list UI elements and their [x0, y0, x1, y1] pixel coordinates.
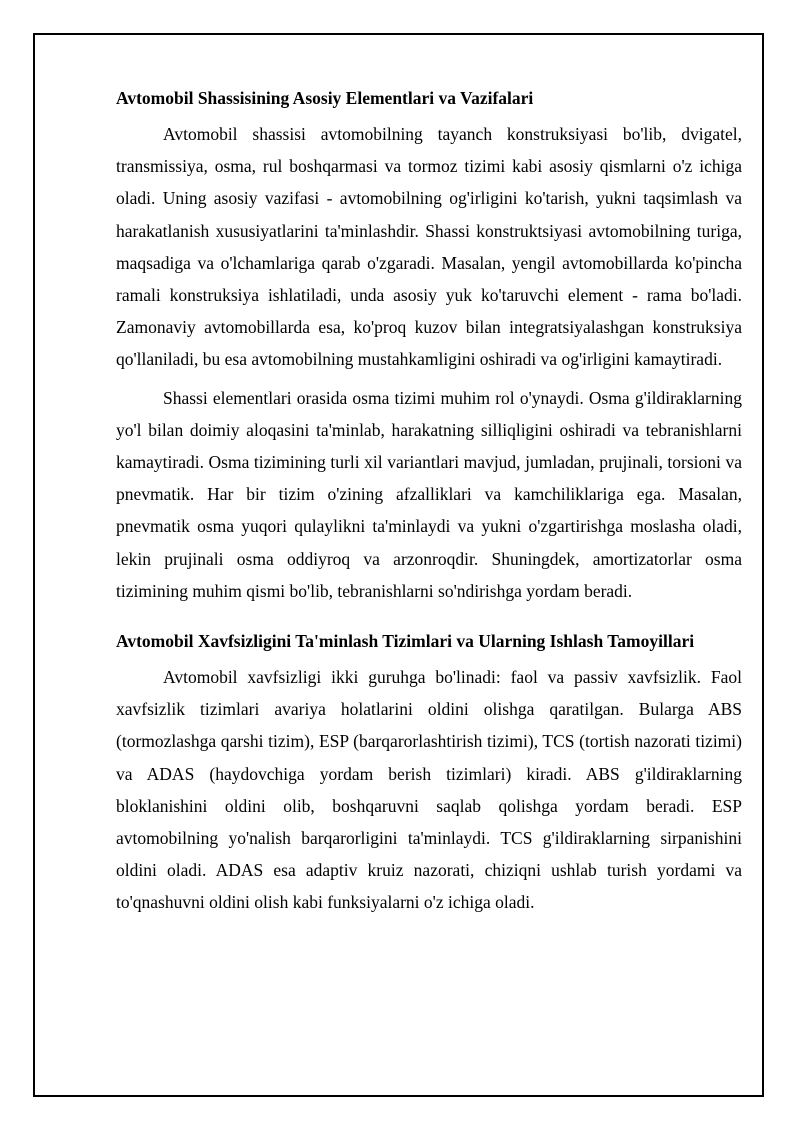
section-heading-chassis: Avtomobil Shassisining Asosiy Elementlari va Vazifalari	[116, 88, 534, 108]
paragraph-suspension: Shassi elementlari orasida osma tizimi muhim rol o'ynaydi. Osma g'ildiraklarning yo'l bilan doimiy aloqasini ta'minlab, harakatning silliqligini oshiradi va tebranishlarni kamaytiradi. Osma tizimining turli xil variantlari mavjud, jumladan, prujinali, torsioni va pnevmatik. Har bir tizim o'zining afzalliklari va kamchiliklariga ega. Masalan, pnevmatik osma yuqori qulaylikni ta'minlaydi va yukni o'zgartirishga moslasha oladi, lekin prujinali osma oddiyroq va arzonroqdir. Shuningdek, amortizatorlar osma tizimining muhim qismi bo'lib, tebranishlarni so'ndirishga yordam beradi.	[116, 387, 742, 601]
section-heading-safety: Avtomobil Xavfsizligini Ta'minlash Tizimlari va Ularning Ishlash Tamoyillari	[116, 631, 695, 652]
paragraph-safety-systems: Avtomobil xavfsizligi ikki guruhga bo'linadi: faol va passiv xavfsizlik. Faol xavfsizlik tizimlari avariya holatlarini oldini olishga qaratilgan. Bularga ABS (tormozlashga qarshi tizim), ESP (barqarorlashtirish tizimi), TCS (tortish nazorati tizimi) va ADAS (haydovchiga yordam berish tizimlari) kiradi. ABS g'ildiraklarning bloklanishini oldini olib, boshqaruvni saqlab qolishga yordam beradi. ESP avtomobilning yo'nalish barqarorligini ta'minlaydi. TCS g'ildiraklarning sirpanishini oldini oladi. ADAS esa adaptiv kruiz nazorati, chiziqni ushlab turish yordami va to'qnashuvni oldini olish kabi funksiyalarni o'z ichiga oladi.	[116, 667, 742, 913]
document-body	[116, 86, 742, 925]
paragraph-chassis-overview: Avtomobil shassisi avtomobilning tayanch konstruksiyasi bo'lib, dvigatel, transmissiya, osma, rul boshqarmasi va tormoz tizimi kabi asosiy qismlarni o'z ichiga oladi. Uning asosiy vazifasi - avtomobilning og'irligini ko'tarish, yukni taqsimlash va harakatlanish xususiyatlarini ta'minlashdir. Shassi konstruktsiyasi avtomobilning turiga, maqsadiga va o'lchamlariga qarab o'zgaradi. Masalan, yengil avtomobillarda ko'pincha ramali konstruksiya ishlatiladi, unda asosiy yuk ko'taruvchi element - rama bo'ladi. Zamonaviy avtomobillarda esa, ko'proq kuzov bilan integratsiyalashgan konstruksiya qo'llaniladi, bu esa avtomobilning mustahkamligini oshiradi va og'irligini kamaytiradi.	[116, 124, 742, 370]
